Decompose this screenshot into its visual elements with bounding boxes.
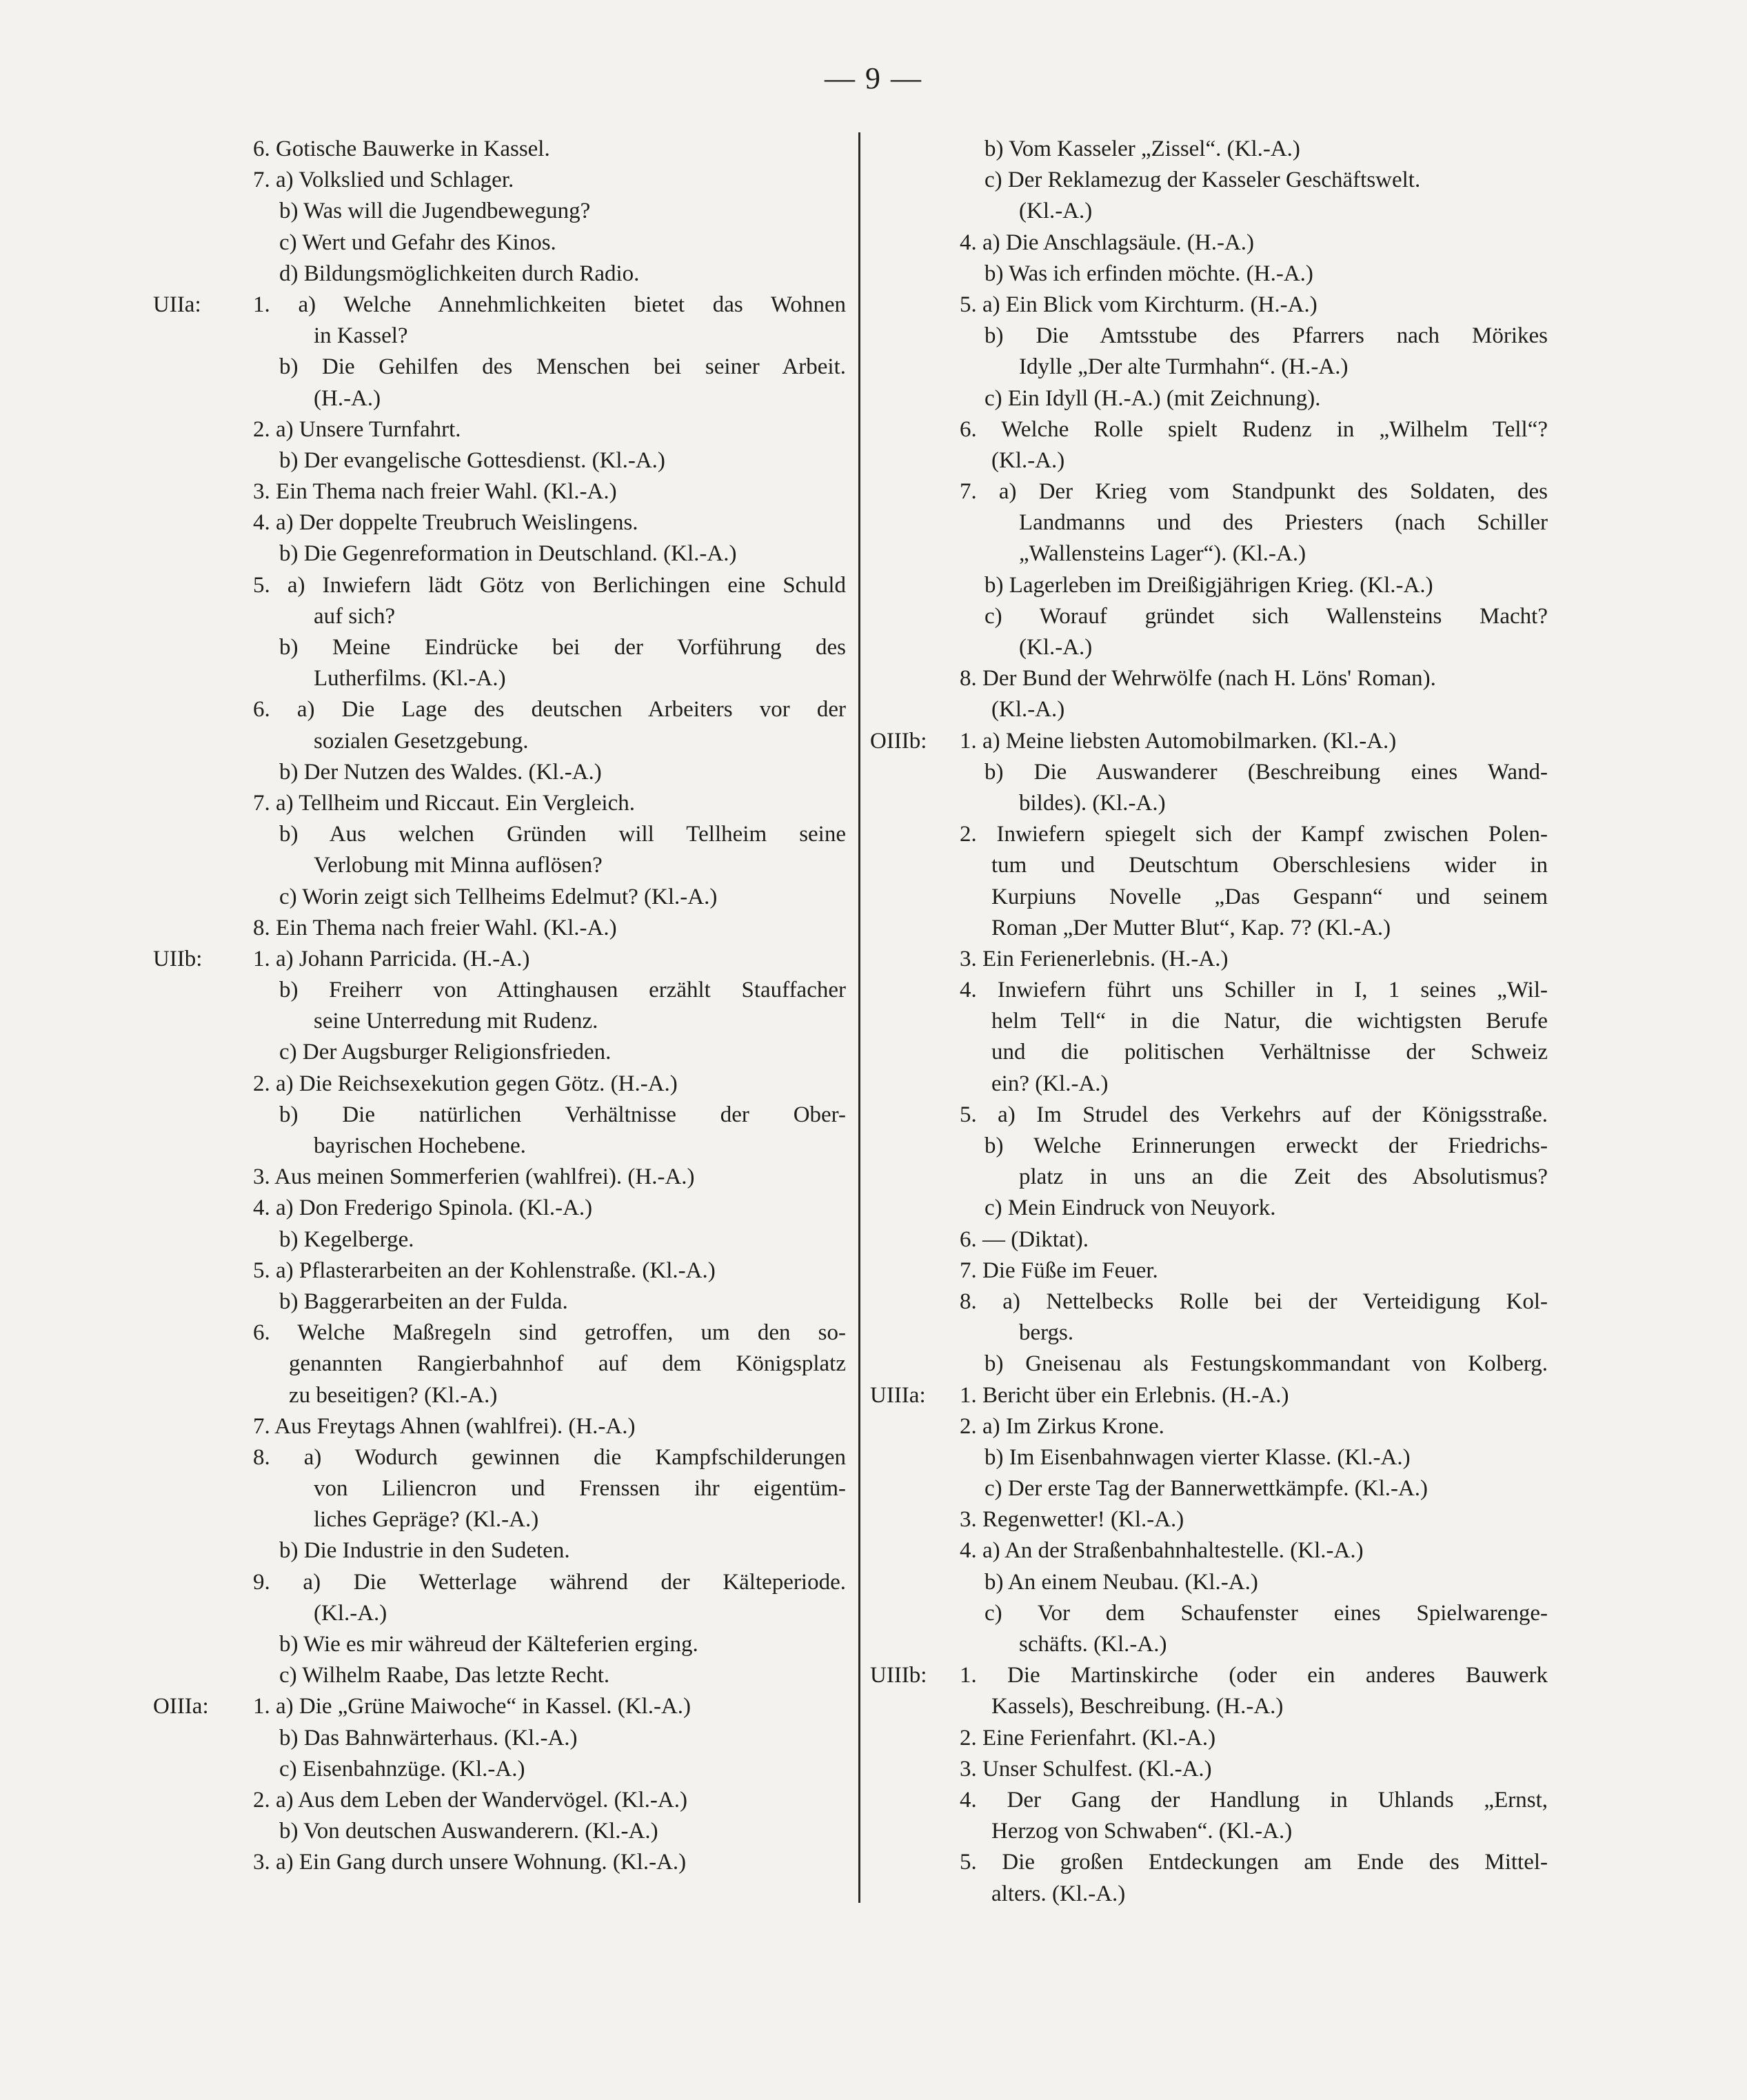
topic-text: Herzog von Schwaben“. (Kl.-A.) (991, 1819, 1293, 1844)
topic-line (870, 165, 1548, 196)
topic-line (153, 1629, 846, 1660)
topic-line (153, 1162, 846, 1193)
topic-text: platz in uns an die Zeit des Absolutismus? (1019, 1164, 1548, 1190)
topic-line (153, 788, 846, 819)
topic-text: 7. Die Füße im Feuer. (960, 1258, 1158, 1283)
topic-text: 1. a) Die „Grüne Maiwoche“ in Kassel. (Kl.-A.) (253, 1694, 691, 1719)
topic-text: 2. Eine Ferienfahrt. (Kl.-A.) (960, 1725, 1216, 1750)
topic-line (870, 1224, 1548, 1255)
topic-line (153, 1847, 846, 1878)
topic-line (153, 1317, 846, 1349)
topic-text: 4. Der Gang der Handlung in Uhlands „Ernst, (960, 1787, 1548, 1813)
topic-line (870, 1785, 1548, 1816)
topic-line (870, 1255, 1548, 1286)
topic-text: von Liliencron und Frenssen ihr eigentüm- (314, 1476, 846, 1502)
topic-text: 3. Regenwetter! (Kl.-A.) (960, 1507, 1184, 1533)
topic-text: 8. a) Nettelbecks Rolle bei der Verteidigung Kol- (960, 1289, 1548, 1314)
topic-text: c) Der Augsburger Religionsfrieden. (279, 1040, 612, 1065)
topic-text: b) Die Auswanderer (Beschreibung eines Wand- (984, 759, 1548, 785)
topic-line (870, 476, 1548, 507)
topic-line (870, 1100, 1548, 1131)
topic-line (153, 1131, 846, 1162)
topic-text: c) Mein Eindruck von Neuyork. (984, 1195, 1276, 1221)
topic-line (870, 383, 1548, 414)
topic-line (870, 1442, 1548, 1473)
topic-text: b) Meine Eindrücke bei der Vorführung des (279, 635, 846, 660)
topic-text: Kurpiuns Novelle „Das Gespann“ und seinem (991, 884, 1548, 909)
topic-line (153, 259, 846, 290)
topic-line (153, 1069, 846, 1100)
topic-line (870, 694, 1548, 725)
topic-line (153, 352, 846, 383)
topic-text: d) Bildungsmöglichkeiten durch Radio. (279, 261, 640, 286)
topic-text: genannten Rangierbahnhof auf dem Königsplatz (289, 1351, 846, 1377)
topic-text: in Kassel? (314, 323, 408, 349)
topic-line (870, 1162, 1548, 1193)
topic-text: b) Im Eisenbahnwagen vierter Klasse. (Kl.-A.) (984, 1444, 1411, 1470)
topic-line (870, 1847, 1548, 1878)
topic-line (153, 1411, 846, 1442)
topic-text: 7. a) Der Krieg vom Standpunkt des Soldaten, des (960, 479, 1548, 505)
topic-text: b) Was will die Jugendbewegung? (279, 199, 591, 224)
class-label: OIIIa: (153, 1694, 209, 1719)
topic-text: sozialen Gesetzgebung. (314, 728, 529, 754)
topic-line (153, 1660, 846, 1691)
topic-line (153, 134, 846, 165)
topic-line (870, 1598, 1548, 1629)
class-label: UIIa: (153, 292, 201, 317)
topic-line (153, 1567, 846, 1598)
topic-text: 7. Aus Freytags Ahnen (wahlfrei). (H.-A.) (253, 1413, 636, 1439)
topic-line (153, 632, 846, 663)
topic-line (153, 1723, 846, 1754)
topic-text: b) Baggerarbeiten an der Fulda. (279, 1289, 568, 1314)
topic-line (870, 913, 1548, 944)
topic-text: c) Eisenbahnzüge. (Kl.-A.) (279, 1756, 525, 1781)
topic-line (870, 1754, 1548, 1785)
topic-text: 3. a) Ein Gang durch unsere Wohnung. (Kl.-A.) (253, 1850, 687, 1875)
topic-line (870, 1660, 1548, 1691)
topic-text: 5. a) Ein Blick vom Kirchturm. (H.-A.) (960, 292, 1317, 317)
topic-text: tum und Deutschtum Oberschlesiens wider in (991, 853, 1548, 878)
left-column (153, 134, 846, 1879)
topic-line (870, 1504, 1548, 1535)
topic-text: (Kl.-A.) (991, 447, 1065, 473)
topic-text: (Kl.-A.) (314, 1600, 387, 1626)
topic-text: b) Die Gehilfen des Menschen bei seiner Arbeit. (279, 354, 846, 380)
topic-line (870, 757, 1548, 788)
topic-text: ein? (Kl.-A.) (991, 1071, 1109, 1096)
topic-text: b) Der Nutzen des Waldes. (Kl.-A.) (279, 759, 602, 785)
topic-line (870, 1535, 1548, 1566)
topic-line (870, 726, 1548, 757)
topic-line (153, 1598, 846, 1629)
topic-text: b) Vom Kasseler „Zissel“. (Kl.-A.) (984, 137, 1300, 161)
topic-text: helm Tell“ in die Natur, die wichtigsten Berufe (991, 1009, 1548, 1034)
topic-text: 6. — (Diktat). (960, 1226, 1089, 1252)
topic-line (153, 321, 846, 352)
topic-text: (Kl.-A.) (1019, 635, 1093, 660)
topic-line (153, 694, 846, 725)
topic-line (153, 165, 846, 196)
topic-line (870, 1193, 1548, 1224)
topic-text: 3. Ein Thema nach freier Wahl. (Kl.-A.) (253, 479, 617, 505)
topic-line (870, 1879, 1548, 1910)
topic-line (870, 1317, 1548, 1349)
topic-text: 1. a) Meine liebsten Automobilmarken. (Kl.-A.) (960, 728, 1397, 754)
topic-text: 4. a) Die Anschlagsäule. (H.-A.) (960, 230, 1255, 255)
topic-text: 4. a) Don Frederigo Spinola. (Kl.-A.) (253, 1195, 593, 1221)
column-divider (858, 132, 860, 1903)
topic-text: Kassels), Beschreibung. (H.-A.) (991, 1694, 1284, 1719)
topic-text: alters. (Kl.-A.) (991, 1881, 1126, 1906)
topic-line (153, 1442, 846, 1473)
topic-text: c) Wilhelm Raabe, Das letzte Recht. (279, 1663, 610, 1688)
topic-line (153, 1224, 846, 1255)
topic-line (153, 570, 846, 601)
topic-line (153, 819, 846, 850)
topic-text: 5. a) Im Strudel des Verkehrs auf der Königsstraße. (960, 1102, 1548, 1127)
topic-line (870, 538, 1548, 569)
topic-text: c) Worauf gründet sich Wallensteins Macht? (984, 603, 1548, 629)
topic-line (870, 445, 1548, 476)
topic-text: b) Die Gegenreformation in Deutschland. (Kl.-A.) (279, 541, 737, 567)
topic-line (870, 321, 1548, 352)
topic-text: 6. Welche Rolle spielt Rudenz in „Wilhelm Tell“? (960, 416, 1548, 442)
topic-line (153, 1349, 846, 1380)
topic-line (153, 1535, 846, 1566)
topic-line (153, 538, 846, 569)
topic-line (870, 414, 1548, 445)
topic-line (870, 850, 1548, 881)
topic-text: (Kl.-A.) (1019, 199, 1093, 224)
topic-line (153, 196, 846, 227)
topic-line (153, 944, 846, 975)
topic-line (870, 1473, 1548, 1504)
topic-line (153, 1100, 846, 1131)
topic-line (153, 1380, 846, 1411)
topic-line (153, 1504, 846, 1535)
topic-text: zu beseitigen? (Kl.-A.) (289, 1382, 498, 1408)
class-label: UIIb: (153, 946, 203, 971)
topic-line (153, 1193, 846, 1224)
topic-line (153, 1785, 846, 1816)
topic-text: 2. a) Die Reichsexekution gegen Götz. (H.-A.) (253, 1071, 678, 1096)
topic-line (870, 507, 1548, 538)
topic-line (870, 290, 1548, 321)
topic-line (870, 1629, 1548, 1660)
topic-text: 6. Welche Maßregeln sind getroffen, um den so- (253, 1320, 846, 1346)
topic-line (153, 663, 846, 694)
topic-line (153, 383, 846, 414)
topic-text: liches Gepräge? (Kl.-A.) (314, 1507, 539, 1533)
topic-text: b) Die natürlichen Verhältnisse der Ober- (279, 1102, 846, 1127)
topic-line (153, 1754, 846, 1785)
topic-text: b) Von deutschen Auswanderern. (Kl.-A.) (279, 1819, 658, 1844)
topic-text: „Wallensteins Lager“). (Kl.-A.) (1019, 541, 1306, 567)
topic-text: Idylle „Der alte Turmhahn“. (H.-A.) (1019, 354, 1349, 380)
topic-text: b) Die Amtsstube des Pfarrers nach Mörikes (984, 323, 1548, 349)
topic-text: seine Unterredung mit Rudenz. (314, 1009, 598, 1034)
topic-text: 8. Der Bund der Wehrwölfe (nach H. Löns' Roman). (960, 666, 1436, 691)
topic-text: 1. Die Martinskirche (oder ein anderes Bauwerk (960, 1663, 1548, 1688)
topic-line (870, 1411, 1548, 1442)
topic-text: 1. Bericht über ein Erlebnis. (H.-A.) (960, 1382, 1289, 1408)
topic-line (870, 663, 1548, 694)
topic-line (153, 476, 846, 507)
topic-text: 9. a) Die Wetterlage während der Kälteperiode. (253, 1569, 846, 1595)
topic-line (870, 601, 1548, 632)
topic-line (153, 1037, 846, 1068)
topic-text: b) Wie es mir währeud der Kälteferien erging. (279, 1632, 698, 1657)
topic-text: b) Die Industrie in den Sudeten. (279, 1538, 570, 1564)
topic-text: 7. a) Volkslied und Schlager. (253, 168, 514, 193)
topic-text: b) Was ich erfinden möchte. (H.-A.) (984, 261, 1313, 286)
topic-line (153, 1006, 846, 1037)
topic-line (870, 944, 1548, 975)
topic-text: bergs. (1019, 1320, 1074, 1346)
topic-line (870, 1816, 1548, 1847)
topic-line (870, 1286, 1548, 1317)
topic-text: b) Das Bahnwärterhaus. (Kl.-A.) (279, 1725, 578, 1750)
topic-text: auf sich? (314, 603, 396, 629)
topic-text: c) Vor dem Schaufenster eines Spielwarenge- (984, 1600, 1548, 1626)
topic-line (870, 632, 1548, 663)
class-label: OIIIb: (870, 728, 927, 754)
topic-line (153, 975, 846, 1006)
topic-text: 3. Ein Ferienerlebnis. (H.-A.) (960, 946, 1229, 971)
topic-text: 2. a) Im Zirkus Krone. (960, 1413, 1164, 1439)
topic-line (153, 726, 846, 757)
topic-line (870, 1037, 1548, 1068)
topic-text: c) Der erste Tag der Bannerwettkämpfe. (Kl.-A.) (984, 1476, 1428, 1502)
topic-text: 8. Ein Thema nach freier Wahl. (Kl.-A.) (253, 915, 617, 940)
topic-text: Landmanns und des Priesters (nach Schiller (1019, 510, 1548, 536)
topic-text: 2. a) Aus dem Leben der Wandervögel. (Kl.-A.) (253, 1787, 687, 1813)
topic-line (870, 570, 1548, 601)
topic-line (870, 819, 1548, 850)
topic-line (153, 290, 846, 321)
topic-text: Verlobung mit Minna auflösen? (314, 853, 603, 878)
topic-text: c) Worin zeigt sich Tellheims Edelmut? (Kl.-A.) (279, 884, 718, 909)
topic-text: bildes). (Kl.-A.) (1019, 790, 1166, 816)
topic-text: 1. a) Johann Parricida. (H.-A.) (253, 946, 530, 971)
topic-text: 4. a) An der Straßenbahnhaltestelle. (Kl.-A.) (960, 1538, 1364, 1564)
topic-text: 6. Gotische Bauwerke in Kassel. (253, 137, 550, 161)
topic-line (870, 352, 1548, 383)
topic-text: b) Gneisenau als Festungskommandant von Kolberg. (984, 1351, 1548, 1377)
topic-line (870, 788, 1548, 819)
topic-text: 5. a) Pflasterarbeiten an der Kohlenstraße. (Kl.-A.) (253, 1258, 716, 1283)
topic-line (153, 1286, 846, 1317)
topic-line (153, 228, 846, 259)
topic-text: b) Der evangelische Gottesdienst. (Kl.-A.) (279, 447, 665, 473)
topic-line (870, 882, 1548, 913)
topic-text: b) Welche Erinnerungen erweckt der Friedrichs- (984, 1133, 1548, 1158)
topic-text: 2. Inwiefern spiegelt sich der Kampf zwischen Polen- (960, 822, 1548, 847)
topic-text: Lutherfilms. (Kl.-A.) (314, 666, 506, 691)
topic-line (153, 1255, 846, 1286)
topic-text: 3. Aus meinen Sommerferien (wahlfrei). (H.-A.) (253, 1164, 695, 1190)
topic-text: c) Ein Idyll (H.-A.) (mit Zeichnung). (984, 385, 1321, 411)
topic-line (870, 975, 1548, 1006)
topic-text: und die politischen Verhältnisse der Schweiz (991, 1040, 1548, 1065)
topic-text: 5. a) Inwiefern lädt Götz von Berlichingen eine Schuld (253, 572, 846, 598)
topic-line (153, 913, 846, 944)
topic-text: c) Wert und Gefahr des Kinos. (279, 230, 556, 255)
topic-line (153, 850, 846, 881)
topic-text: b) Lagerleben im Dreißigjährigen Krieg. (Kl.-A.) (984, 572, 1433, 598)
topic-line (870, 1380, 1548, 1411)
topic-line (870, 1006, 1548, 1037)
topic-text: b) Aus welchen Gründen will Tellheim seine (279, 822, 846, 847)
topic-line (153, 882, 846, 913)
class-label: UIIIb: (870, 1663, 927, 1688)
page-number: — 9 — (825, 61, 922, 95)
right-column (870, 134, 1548, 1910)
topic-text: 1. a) Welche Annehmlichkeiten bietet das Wohnen (253, 292, 846, 317)
topic-text: bayrischen Hochebene. (314, 1133, 526, 1158)
topic-text: schäfts. (Kl.-A.) (1019, 1632, 1167, 1657)
topic-text: b) An einem Neubau. (Kl.-A.) (984, 1569, 1258, 1595)
topic-text: 3. Unser Schulfest. (Kl.-A.) (960, 1756, 1212, 1781)
topic-text: 4. a) Der doppelte Treubruch Weislingens. (253, 510, 638, 536)
topic-text: (H.-A.) (314, 385, 381, 411)
topic-text: 7. a) Tellheim und Riccaut. Ein Vergleich. (253, 790, 635, 816)
topic-line (153, 414, 846, 445)
topic-line (153, 507, 846, 538)
topic-line (870, 1349, 1548, 1380)
topic-line (870, 1567, 1548, 1598)
topic-text: (Kl.-A.) (991, 697, 1065, 723)
topic-text: 2. a) Unsere Turnfahrt. (253, 416, 461, 442)
topic-line (870, 1723, 1548, 1754)
topic-text: b) Freiherr von Attinghausen erzählt Stauffacher (279, 978, 846, 1003)
topic-text: 8. a) Wodurch gewinnen die Kampfschilderungen (253, 1444, 846, 1470)
topic-text: Roman „Der Mutter Blut“, Kap. 7? (Kl.-A.) (991, 915, 1391, 940)
topic-text: c) Der Reklamezug der Kasseler Geschäftswelt. (984, 168, 1421, 193)
topic-line (870, 196, 1548, 227)
topic-text: 6. a) Die Lage des deutschen Arbeiters vor der (253, 697, 846, 723)
topic-line (153, 601, 846, 632)
topic-line (153, 1473, 846, 1504)
topic-text: 5. Die großen Entdeckungen am Ende des Mittel- (960, 1850, 1548, 1875)
topic-line (153, 757, 846, 788)
topic-line (870, 259, 1548, 290)
topic-line (870, 1691, 1548, 1722)
topic-text: b) Kegelberge. (279, 1226, 414, 1252)
topic-text: 4. Inwiefern führt uns Schiller in I, 1 seines „Wil- (960, 978, 1548, 1003)
topic-line (870, 228, 1548, 259)
topic-line (153, 445, 846, 476)
topic-line (870, 1069, 1548, 1100)
topic-line (153, 1816, 846, 1847)
topic-line (153, 1691, 846, 1722)
class-label: UIIIa: (870, 1382, 926, 1408)
topic-line (870, 134, 1548, 165)
topic-line (870, 1131, 1548, 1162)
